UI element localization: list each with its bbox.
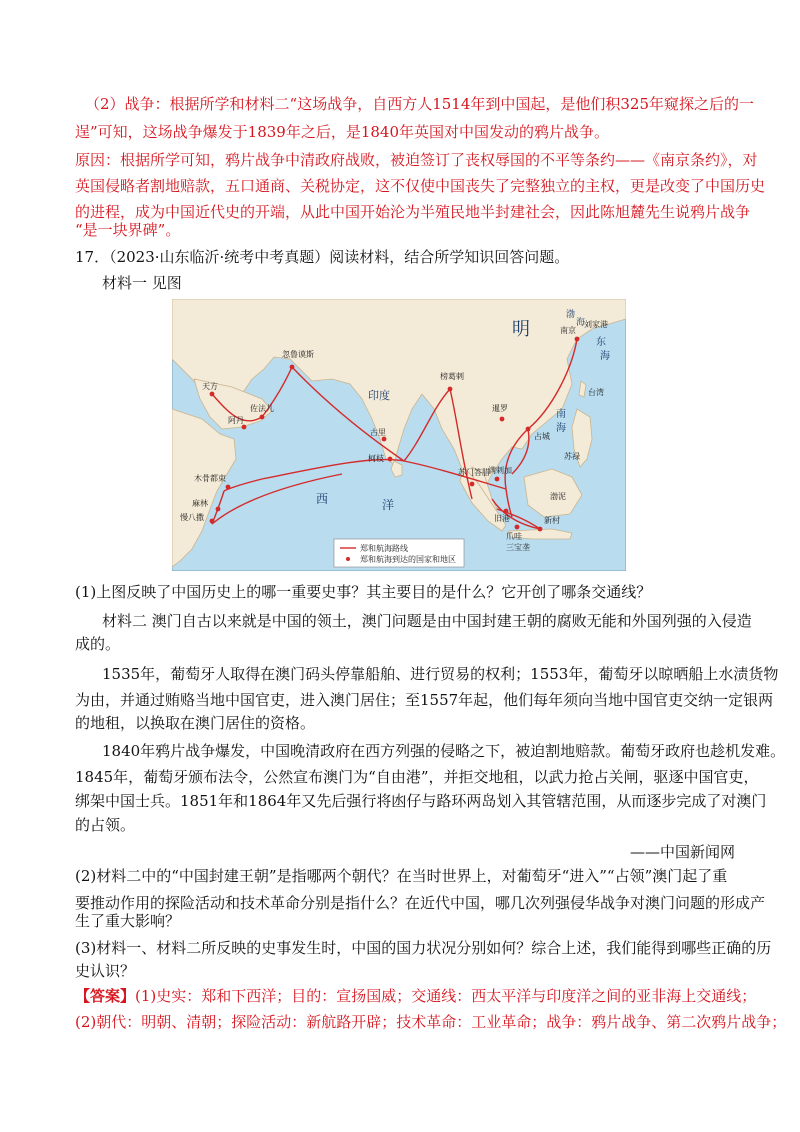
label-palembang: 旧港 (494, 514, 510, 523)
question17-q3-l1: (3)材料一、材料二所反映的史事发生时，中国的国力状况分别如何？综合上述，我们能得到哪些正确的历 (75, 939, 772, 957)
label-sea1: 渤 (566, 310, 576, 320)
material2-p1-l1: 材料二 澳门自古以来就是中国的领土，澳门问题是由中国封建王朝的腐败无能和外国列强的入侵造 (102, 612, 752, 630)
answer16-reason-line2: 英国侵略者割地赔款，五口通商、关税协定，这不仅使中国丧失了完整独立的主权，更是改变了中国历史 (75, 177, 766, 195)
question17-q2-l1: (2)材料二中的“中国封建王朝”是指哪两个朝代？在当时世界上，对葡萄牙“进入”“占领”澳门起了重 (75, 867, 728, 885)
label-ming: 明 (512, 319, 530, 340)
question17-q1: (1)上图反映了中国历史上的哪一重要史事？其主要目的是什么？它开创了哪条交通线？ (75, 583, 652, 601)
label-liujiagang: 刘家港 (584, 320, 608, 329)
label-nanjing: 南京 (560, 326, 576, 335)
label-india: 印度 (368, 389, 390, 402)
label-cochin: 柯枝 (368, 454, 384, 463)
question17-header: 17．（2023·山东临沂·统考中考真题）阅读材料，结合所学知识回答问题。 (75, 248, 570, 266)
dot-malacca (495, 477, 500, 482)
label-south: 南 (556, 409, 566, 420)
legend-route-label: 郑和航海路线 (360, 544, 408, 553)
material2-p3-l1: 1840年鸦片战争爆发，中国晚清政府在西方列强的侵略之下，被迫割地赔款。葡萄牙政府也趁机发难。 (102, 742, 786, 760)
label-taiwan: 台湾 (588, 388, 604, 397)
material2-p1-l2: 成的。 (75, 635, 121, 653)
material1-label: 材料一 见图 (102, 274, 182, 292)
label-mogadishu: 木骨都束 (194, 474, 226, 483)
label-brunei: 渤泥 (550, 492, 566, 501)
zheng-he-voyage-map (172, 299, 626, 571)
label-east: 东 (596, 337, 606, 348)
answer16-reason-line3: 的进程，成为中国近代史的开端，从此中国开始沦为半殖民地半封建社会，因此陈旭麓先生说鸦片战争 (75, 203, 751, 221)
material2-source: ——中国新闻网 (629, 843, 735, 861)
dot-hormuz (290, 365, 295, 370)
dot-mecca (210, 392, 215, 397)
label-mecca: 天方 (202, 382, 218, 391)
material2-p3-l3: 绑架中国士兵。1851年和1864年又先后强行将凼仔与路环两岛划入其管辖范围，从而逐步完成了对澳门 (75, 792, 767, 810)
answer16-war-line2: 逞”可知，这场战争爆发于1839年之后，是1840年英国对中国发动的鸦片战争。 (75, 123, 610, 141)
dot-siam (500, 417, 505, 422)
answer17-line2: (2)朝代：明朝、清朝；探险活动：新航路开辟；技术革命：工业革命；战争：鸦片战争、第二次鸦片战争； (75, 1013, 787, 1031)
answer17-line1-text: (1)史实：郑和下西洋；目的：宣扬国威；交通线：西太平洋与印度洋之间的亚非海上交通线； (135, 987, 757, 1005)
label-sea4: 海 (556, 423, 566, 434)
label-hormuz: 忽鲁谟斯 (282, 350, 314, 359)
dot-dhofar (260, 415, 265, 420)
label-sea2: 海 (576, 318, 586, 328)
dot-bengal (448, 387, 453, 392)
dot-champa (526, 427, 531, 432)
legend-place-label: 郑和航海到达的国家和地区 (360, 555, 456, 564)
material2-p2-l1: 1535年，葡萄牙人取得在澳门码头停靠船舶、进行贸易的权利；1553年，葡萄牙以晾晒船上水渍货物 (102, 665, 779, 683)
question17-q2-l3: 生了重大影响？ (75, 912, 181, 930)
label-malacca: 满剌加 (488, 466, 512, 475)
answer16-war-line1: （2）战争：根据所学和材料二“这场战争，自西方人1514年到中国起，是他们积325年窥探之后的一 (85, 95, 755, 113)
label-malindi: 麻林 (192, 499, 208, 508)
answer17-line1 (75, 986, 757, 1006)
label-semarang: 三宝垄 (506, 543, 530, 552)
label-luzon: 苏禄 (564, 452, 580, 461)
dot-liujiagang (575, 337, 580, 342)
dot-palembang (504, 509, 509, 514)
legend-place-swatch (346, 557, 350, 561)
material2-p3-l4: 的占领。 (75, 816, 136, 834)
dot-new-village (538, 527, 543, 532)
label-bengal: 榜葛剌 (440, 372, 464, 381)
dot-calicut (382, 437, 387, 442)
label-mombasa: 慢八撒 (180, 513, 204, 522)
label-calicut: 古里 (370, 428, 386, 437)
label-ocean: 洋 (382, 498, 395, 512)
label-java: 爪哇 (506, 532, 522, 541)
label-dhofar: 佐法儿 (250, 404, 274, 413)
dot-aden (242, 425, 247, 430)
dot-samudra (470, 482, 475, 487)
label-samudra: 苏门答腊 (458, 468, 490, 477)
label-aden: 阿丹 (228, 416, 244, 425)
material2-p2-l3: 的地租，以换取在澳门居住的资格。 (75, 714, 316, 732)
label-west: 西 (316, 492, 329, 506)
answer16-reason-line1: 原因：根据所学可知，鸦片战争中清政府战败，被迫签订了丧权辱国的不平等条约——《南京条约》，对 (75, 151, 758, 169)
map-legend (334, 539, 464, 567)
material2-p2-l2: 为由，并通过贿赂当地中国官吏，进入澳门居住；至1557年起，他们每年须向当地中国官吏交纳一定银两 (75, 691, 774, 709)
question17-q2-l2: 要推动作用的探险活动和技术革命分别是指什么？在近代中国，哪几次列强侵华战争对澳门问题的形成产 (75, 894, 766, 912)
dot-cochin (388, 457, 393, 462)
label-champa: 占城 (534, 432, 550, 441)
question17-q3-l2: 史认识？ (75, 962, 136, 980)
dot-java (515, 525, 520, 530)
dot-malindi (216, 507, 221, 512)
material2-p3-l2: 1845年，葡萄牙颁布法令，公然宣布澳门为“自由港”，并拒交地租，以武力抢占关闸，驱逐中国官吏， (75, 768, 759, 786)
label-siam: 暹罗 (492, 404, 508, 413)
answer16-reason-line4: “是一块界碑”。 (75, 221, 181, 239)
label-new-village: 新村 (544, 516, 560, 525)
dot-mombasa (210, 519, 215, 524)
answer-tag: 【答案】 (75, 987, 136, 1005)
label-sea3: 海 (600, 351, 610, 362)
dot-mogadishu (226, 485, 231, 490)
